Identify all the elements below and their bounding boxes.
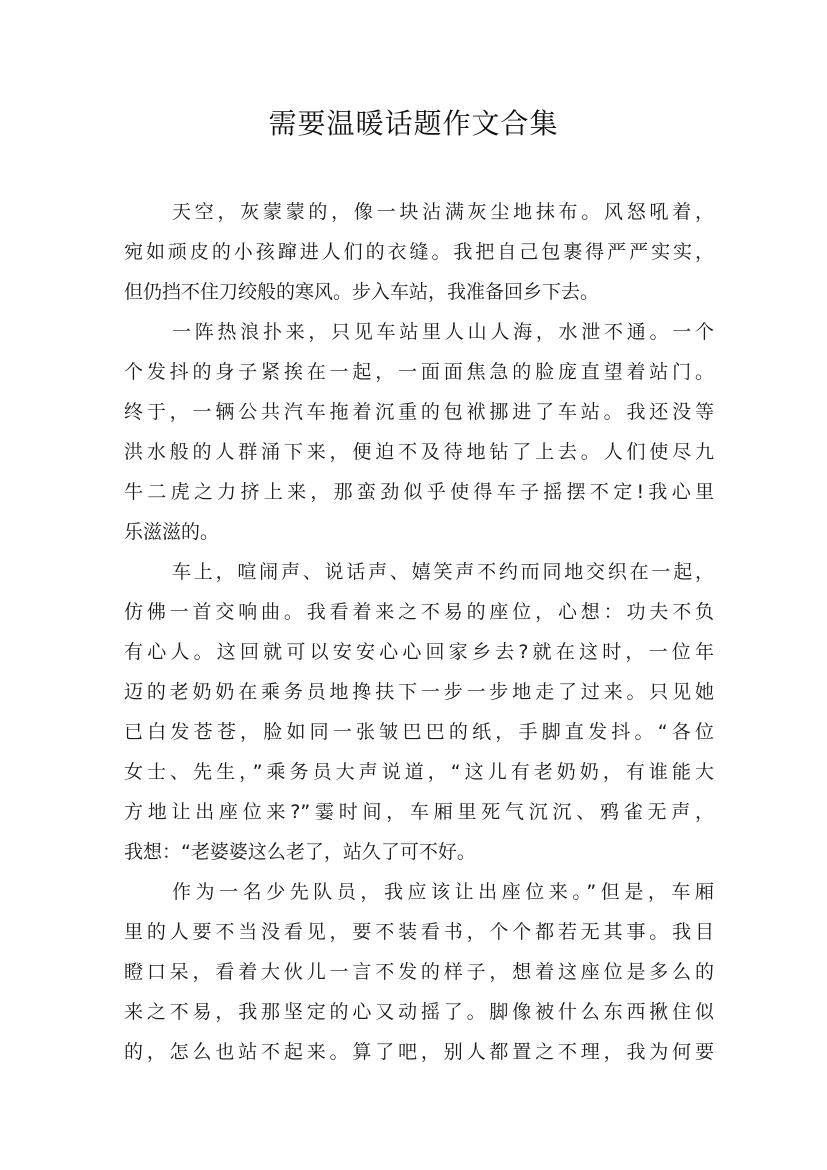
paragraph-line: 天空，灰蒙蒙的，像一块沾满灰尘地抹布。风怒吼着， (172, 201, 714, 223)
paragraph-line: 女士、先生，”乘务员大声说道，“这儿有老奶奶，有谁能大 (124, 761, 714, 783)
paragraph-line: 已白发苍苍，脸如同一张皱巴巴的纸，手脚直发抖。“各位 (124, 721, 714, 743)
paragraph-line: 车上，喧闹声、说话声、嬉笑声不约而同地交织在一起， (172, 561, 714, 583)
paragraph-line: 个发抖的身子紧挨在一起，一面面焦急的脸庞直望着站门。 (124, 361, 714, 383)
paragraph-line: 终于，一辆公共汽车拖着沉重的包袱挪进了车站。我还没等 (124, 401, 714, 423)
paragraph-line: 方地让出座位来?”霎时间，车厢里死气沉沉、鸦雀无声， (124, 801, 714, 823)
paragraph-4 (124, 872, 714, 1072)
paragraph-line: 我想：“老婆婆这么老了，站久了可不好。 (124, 841, 476, 863)
paragraph-line: 有心人。这回就可以安安心心回家乡去?就在这时，一位年 (124, 641, 714, 663)
paragraph-line: 里的人要不当没看见，要不装看书，个个都若无其事。我目 (124, 921, 714, 943)
paragraph-line: 迈的老奶奶在乘务员地搀扶下一步一步地走了过来。只见她 (124, 681, 714, 703)
paragraph-line: 作为一名少先队员，我应该让出座位来。”但是，车厢 (172, 881, 714, 903)
paragraph-line: 来之不易，我那坚定的心又动摇了。脚像被什么东西揪住似 (124, 1001, 714, 1023)
paragraph-line: 瞪口呆，看着大伙儿一言不发的样子，想着这座位是多么的 (124, 961, 714, 983)
paragraph-line: 乐滋滋的。 (124, 521, 220, 543)
paragraph-line: 牛二虎之力挤上来，那蛮劲似乎使得车子摇摆不定!我心里 (124, 481, 714, 503)
paragraph-line: 宛如顽皮的小孩蹿进人们的衣缝。我把自己包裹得严严实实， (124, 241, 714, 263)
paragraph-line: 仿佛一首交响曲。我看着来之不易的座位，心想：功夫不负 (124, 601, 714, 623)
paragraph-line: 洪水般的人群涌下来，便迫不及待地钻了上去。人们使尽九 (124, 441, 714, 463)
paragraph-3 (124, 552, 714, 872)
paragraph-line: 的，怎么也站不起来。算了吧，别人都置之不理，我为何要 (124, 1041, 714, 1063)
document-body (124, 192, 714, 1072)
paragraph-1 (124, 192, 714, 312)
document-title: 需要温暖话题作文合集 (268, 107, 559, 140)
paragraph-line: 一阵热浪扑来，只见车站里人山人海，水泄不通。一个 (172, 321, 714, 343)
paragraph-line: 但仍挡不住刀绞般的寒风。步入车站，我准备回乡下去。 (124, 281, 600, 303)
paragraph-2 (124, 312, 714, 552)
